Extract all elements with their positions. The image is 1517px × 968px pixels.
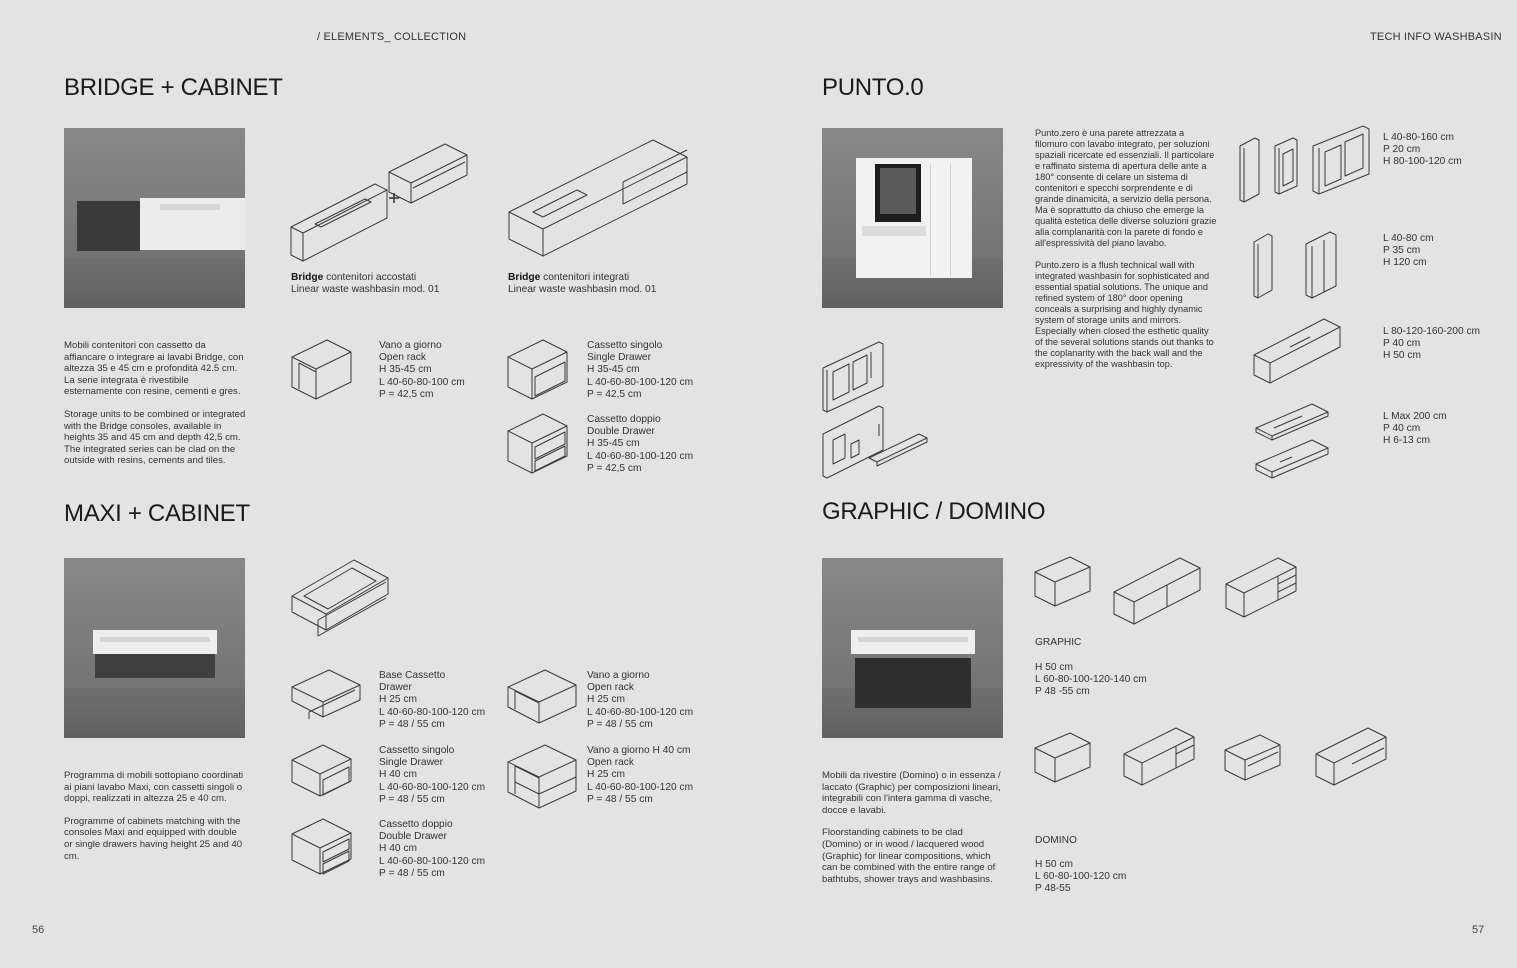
punto-title: PUNTO.0: [822, 74, 924, 101]
maxi-spec-open-rack-40: Vano a giorno H 40 cm Open rack H 25 cm L 40-60-80-100-120 cm P = 48 / 55 cm: [587, 745, 694, 805]
graphic-cabinet-1-drawing: [1032, 554, 1094, 614]
maxi-photo: [64, 558, 245, 738]
maxi-text-en: Programme of cabinets matching with the consoles Maxi and equipped with double or single drawers having height 25 and 40 cm.: [64, 815, 243, 862]
punto-photo: [822, 128, 1003, 308]
graphic-text-en: Floorstanding cabinets to be clad (Domino) or in wood / lacquered wood (Graphic) for linear compositions, which can be combined with the entire range of bathtubs, shower trays and washbasins.: [822, 827, 996, 885]
bridge-spec-open-rack: Vano a giorno Open rack H 35-45 cm L 40-60-80-100 cm P = 42,5 cm: [379, 340, 465, 400]
punto-spec-2: L 40-80 cm P 35 cm H 120 cm: [1383, 233, 1434, 269]
bridge-open-rack-drawing: [289, 337, 355, 407]
domino-cabinet-3-drawing: [1222, 732, 1284, 788]
punto-spec-4: L Max 200 cm P 40 cm H 6-13 cm: [1383, 411, 1447, 447]
maxi-double-drawer-drawing: [289, 816, 357, 880]
page-number-left: 56: [32, 924, 45, 936]
bridge-spec-single-drawer: Cassetto singolo Single Drawer H 35-45 cm L 40-60-80-100-120 cm P = 42,5 cm: [587, 340, 694, 400]
bridge-double-drawer-drawing: [505, 411, 571, 481]
punto-spec-3: L 80-120-160-200 cm P 40 cm H 50 cm: [1383, 326, 1481, 362]
maxi-spec-double-drawer: Cassetto doppio Double Drawer H 40 cm L 40-60-80-100-120 cm P = 48 / 55 cm: [379, 819, 486, 879]
graphic-label: GRAPHIC: [1035, 637, 1082, 648]
domino-label: DOMINO: [1035, 835, 1077, 846]
bridge-text-en: Storage units to be combined or integrated with the Bridge consoles, available in heights 35 and 45 cm and depth 42,5 cm. The integrated series can be clad on the outside with resins, cements and tiles.: [64, 408, 246, 467]
graphic-photo: [822, 558, 1003, 738]
maxi-text-it: Programma di mobili sottopiano coordinati ai piani lavabo Maxi, con cassetti singoli o doppi, realizzati in altezza 25 e 40 cm.: [64, 770, 244, 805]
page-number-right: 57: [1472, 924, 1485, 936]
maxi-single-drawer-drawing: [289, 742, 357, 802]
maxi-base-drawer-drawing: [289, 667, 364, 722]
punto-base-unit-drawing: [1250, 315, 1345, 387]
punto-description: [1035, 128, 1217, 370]
maxi-open-rack-40-drawing: [505, 742, 580, 814]
graphic-description: [822, 770, 1004, 885]
maxi-open-rack-25-drawing: [505, 667, 580, 727]
bridge-spec-double-drawer: Cassetto doppio Double Drawer H 35-45 cm L 40-60-80-100-120 cm P = 42,5 cm: [587, 414, 694, 474]
bridge-single-drawer-drawing: [505, 337, 571, 407]
graphic-cabinet-2-drawing: [1110, 554, 1205, 629]
maxi-title: MAXI + CABINET: [64, 500, 250, 527]
header-left: / ELEMENTS_ COLLECTION: [317, 31, 467, 43]
graphic-text-it: Mobili da rivestire (Domino) o in essenza / laccato (Graphic) per composizioni lineari, integrabili con l'intera gamma di vasche, docce e lavabi.: [822, 770, 1001, 816]
bridge-caption-adjacent: [291, 272, 439, 296]
bridge-text-it: Mobili contenitori con cassetto da affiancare o integrare ai lavabi Bridge, con altezza 35 e 45 cm e profondità 42.5 cm. La serie integrata è rivestibile esternamente con resine, cementi e gres.: [64, 340, 244, 398]
punto-text-it: Punto.zero è una parete attrezzata a filomuro con lavabo integrato, per soluzioni spaziali ricercate ed essenziali. Il particolare e raffinato sistema di apertura delle ante a 180° consente di celare un sistema di contenitori e specchi sorprendente e di grande dinamicità, a servizio della persona. Ma è soprattutto da chiuso che emerge la qualità estetica delle diverse soluzioni grazie alla complanarità con la parete di fondo e all'espressività del piano lavabo.: [1035, 128, 1217, 248]
punto-spec-1: L 40-80-160 cm P 20 cm H 80-100-120 cm: [1383, 132, 1462, 168]
bridge-caption-integrated-line2: Linear waste washbasin mod. 01: [508, 284, 657, 296]
bridge-caption-adjacent-line2: Linear waste washbasin mod. 01: [291, 284, 440, 296]
maxi-description: [64, 770, 246, 862]
graphic-spec: H 50 cm L 60-80-100-120-140 cm P 48 -55 cm: [1035, 662, 1147, 698]
maxi-console-drawing: [288, 556, 393, 641]
punto-tops-drawing: [1252, 400, 1337, 480]
bridge-description: [64, 340, 246, 467]
domino-cabinet-2-drawing: [1120, 724, 1200, 790]
graphic-cabinet-3-drawing: [1222, 554, 1302, 622]
punto-column-units-drawing: [1250, 228, 1350, 300]
domino-cabinet-1-drawing: [1032, 730, 1094, 790]
maxi-spec-single-drawer: Cassetto singolo Single Drawer H 40 cm L 40-60-80-100-120 cm P = 48 / 55 cm: [379, 745, 486, 805]
domino-spec: H 50 cm L 60-80-100-120 cm P 48-55: [1035, 859, 1127, 895]
punto-composition-drawing: [819, 400, 934, 480]
bridge-integrated-drawing: [503, 124, 693, 259]
bridge-caption-integrated-rest: contenitori integrati: [540, 272, 630, 283]
bridge-caption-adjacent-bold: Bridge: [291, 272, 324, 283]
punto-mirror-units-drawing: [1237, 124, 1377, 209]
header-right: TECH INFO WASHBASIN: [1370, 31, 1502, 43]
bridge-adjacent-drawing: [285, 132, 475, 262]
domino-cabinet-4-drawing: [1312, 724, 1390, 790]
maxi-spec-base-drawer: Base Cassetto Drawer H 25 cm L 40-60-80-100-120 cm P = 48 / 55 cm: [379, 670, 486, 730]
bridge-photo: [64, 128, 245, 308]
maxi-spec-open-rack-25: Vano a giorno Open rack H 25 cm L 40-60-80-100-120 cm P = 48 / 55 cm: [587, 670, 694, 730]
punto-text-en: Punto.zero is a flush technical wall with integrated washbasin for sophisticated and essential spatial solutions. The unique and refined system of 180° door opening conceals a surprising and highly dynamic system of storage units and mirrors. Especially when closed the esthetic quality of the several solutions stands out thanks to the coplanarity with the back wall and the expressivity of the washbasin top.: [1035, 260, 1214, 369]
bridge-caption-integrated-bold: Bridge: [508, 272, 541, 283]
bridge-caption-integrated: [508, 272, 656, 296]
graphic-title: GRAPHIC / DOMINO: [822, 498, 1046, 525]
bridge-title: BRIDGE + CABINET: [64, 74, 283, 101]
bridge-caption-adjacent-rest: contenitori accostati: [323, 272, 417, 283]
